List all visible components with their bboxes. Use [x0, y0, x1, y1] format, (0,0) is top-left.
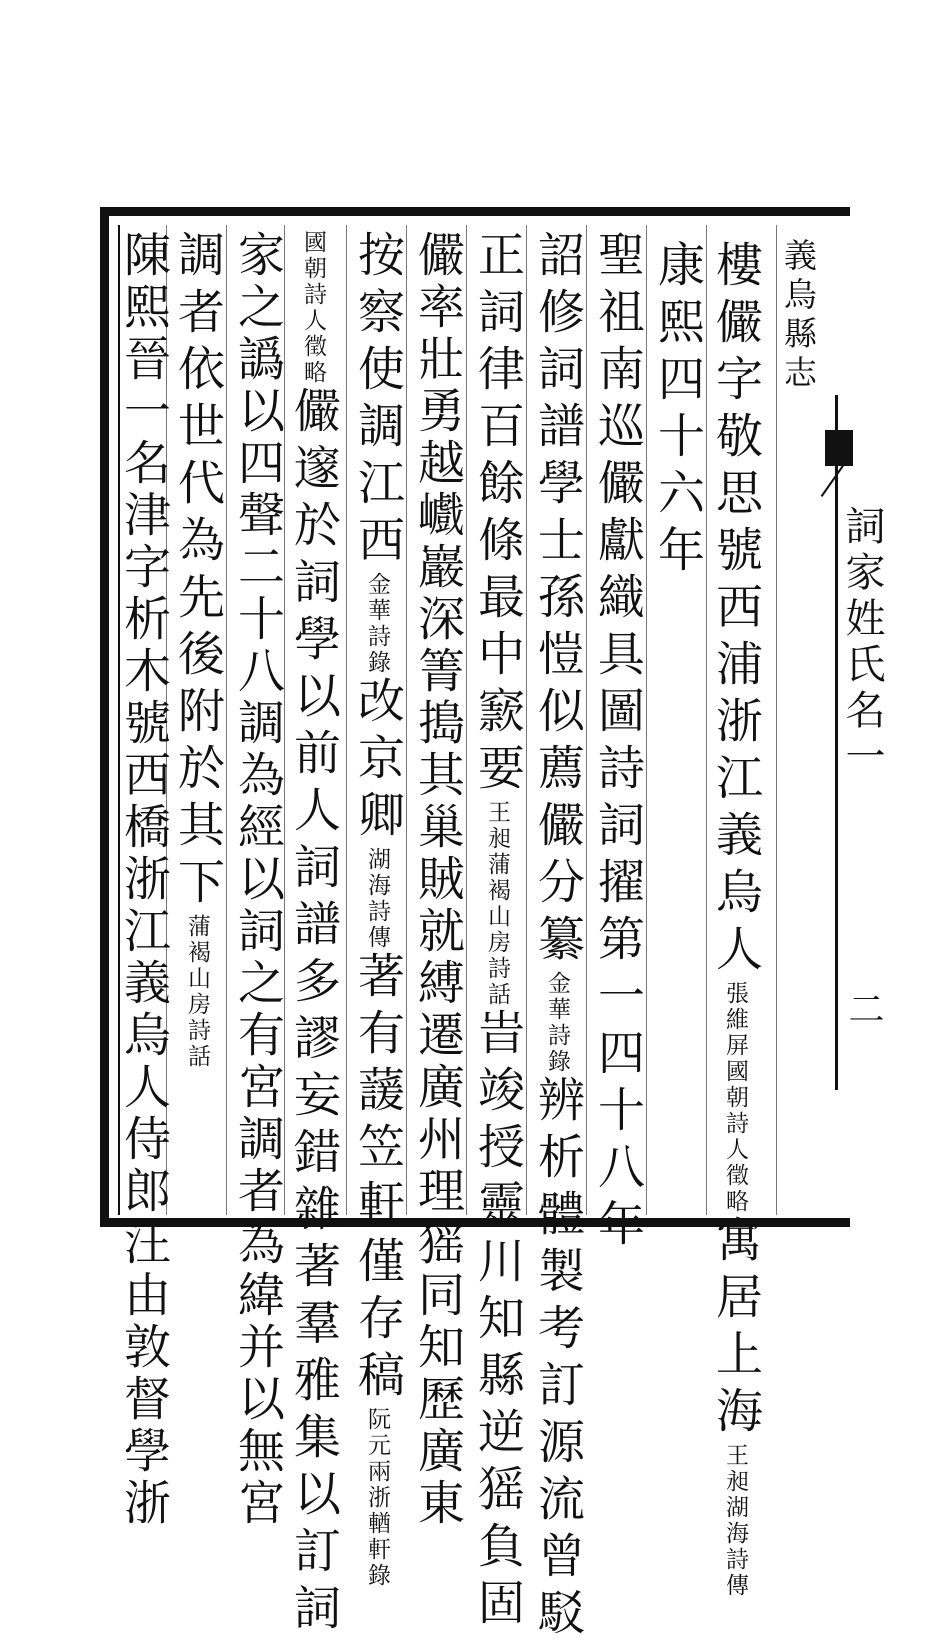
column-main-text: 調者依世代為先後附於其下 [170, 230, 225, 914]
column-tail-text: 改京卿 [350, 676, 405, 847]
column-main-text: 家之譌以四聲二十八調為經以詞之有宮調者為緯并以無宮 [230, 230, 285, 1530]
text-column-8 [286, 230, 341, 1640]
column-note: 金華詩錄 [544, 971, 570, 1075]
text-column-4 [530, 230, 585, 1645]
text-column-1 [708, 240, 763, 1599]
column-note: 蒲褐山房詩話 [184, 914, 210, 1070]
column-tail-text: 辨析體製考訂源流曾駁 [530, 1075, 585, 1645]
column-separator [226, 225, 227, 1215]
column-separator [646, 225, 647, 1215]
margin-page-number: 二 [843, 990, 884, 1026]
column-note: 金華詩錄 [364, 572, 390, 676]
column-separator [466, 225, 467, 1215]
text-column-0 [779, 238, 818, 394]
text-column-9 [230, 230, 285, 1530]
text-column-7 [350, 230, 405, 1589]
text-column-3 [590, 230, 645, 1256]
column-separator [586, 225, 587, 1215]
column-note-2: 湖海詩傳 [364, 847, 390, 951]
text-column-5 [470, 230, 525, 1635]
column-main-text: 康熙四十六年 [650, 240, 705, 582]
text-column-2 [650, 240, 705, 582]
column-separator [526, 225, 527, 1215]
text-column-6 [410, 230, 465, 1530]
column-separator [776, 225, 777, 1215]
column-main-text: 正詞律百餘條最中窾要 [470, 230, 525, 800]
column-tail-text: 旹竣授靈川知縣逆猺負固 [470, 1008, 525, 1635]
column-main-text: 詔修詞譜學士孫愷似薦儼分纂 [530, 230, 585, 971]
column-note: 王昶蒲褐山房詩話 [484, 800, 510, 1008]
margin-title: 詞家姓氏名一 [839, 505, 885, 781]
column-main-text: 按察使調江西 [350, 230, 405, 572]
column-tail-text: 儼邃於詞學以前人詞譜多謬妄錯雜著羣雅集以訂詞 [286, 386, 341, 1640]
text-column-10 [170, 230, 225, 1070]
column-separator [706, 225, 707, 1215]
margin-spine [835, 395, 838, 1090]
column-separator [346, 225, 347, 1215]
column-note-2: 王昶湖海詩傳 [722, 1443, 748, 1599]
column-tail-text-2: 著有蘐笠軒僅存稿 [350, 951, 405, 1407]
column-tail-text: 寓居上海 [708, 1215, 763, 1443]
column-separator [406, 225, 407, 1215]
column-note: 國朝詩人徵略 [300, 230, 326, 386]
column-main-text: 陳熙晉一名津字析木號西橋浙江義烏人侍郎汪由敦督學浙 [116, 230, 171, 1530]
column-main-text: 聖祖南巡儼獻織具圖詩詞擢第一四十八年 [590, 230, 645, 1256]
column-note: 張維屏國朝詩人徵略 [722, 981, 748, 1215]
column-head: 義烏縣志 [779, 238, 818, 394]
column-main-text: 儼率壯勇越巇巖深箐搗其巢賊就縛遷廣州理猺同知歷廣東 [410, 230, 465, 1530]
column-main-text: 樓儼字敬思號西浦浙江義烏人 [708, 240, 763, 981]
text-column-11 [116, 230, 171, 1530]
column-note-3: 阮元兩浙輶軒錄 [364, 1407, 390, 1589]
fishtail-mark [825, 430, 853, 466]
